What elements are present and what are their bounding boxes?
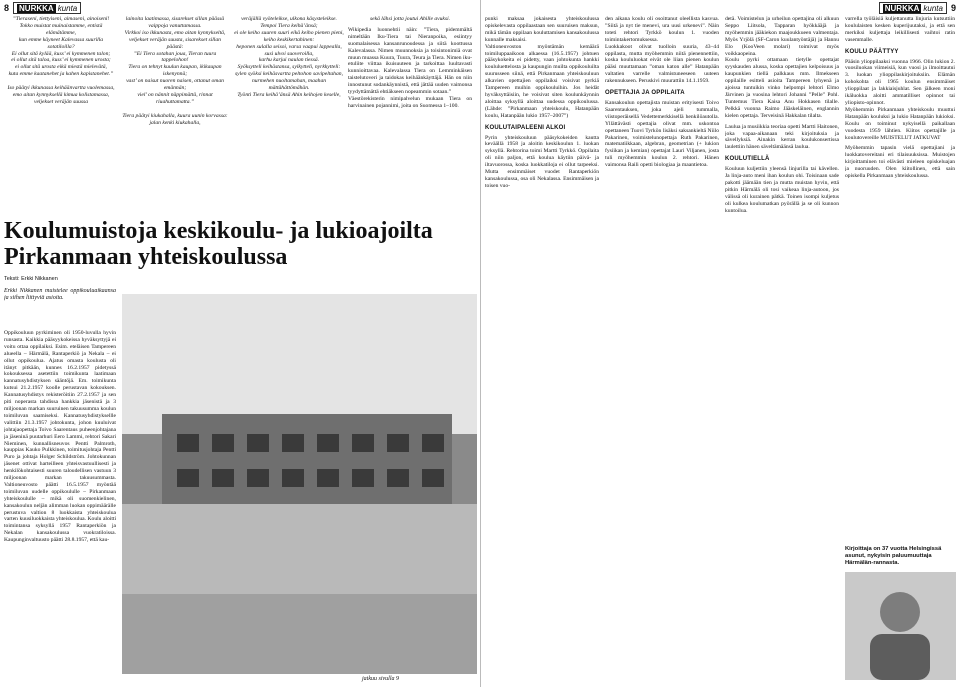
article-title: Koulumuistoja keskikoulu- ja lukioajoilta Pirkanmaan yhteiskoulussa	[4, 218, 433, 270]
section-heading-koulutiella: KOULUTIELLÄ	[725, 156, 770, 163]
nurkkakunta-logo	[13, 2, 81, 14]
body-text-11: Myöhemmin tapasin vielä opettajiani ja luokkatovereitani eri tilaisuuksissa. Muistojen kirjoittaminen toi elävästi mieleen opiskeluajan ja nuoruuden. Olen kiitollinen, että sain opiskella Pirkanmaan yhteiskoulussa.	[845, 145, 955, 180]
poem-column-1: ”Tieraseni, tiettyiseni, aimaseni, ainoiseni! Tokko muistat muinaistamme, entistä elämätämme, kun emme käyneet Kalevassa suurilla sotatiloilla? Ei ollut sitä kylää, kuss’ ei kymmenen talon; ei ollut sitä taloa, kuss’ ei kymmenen urosta; ei ollut sitä urosta eikä miestä mielevätä, kuta emme kaatanehet ja kahen kapistanehet.” Iso päätyi ikkunassa keihäänvartta vuolemassa, emo aitan kynnyksellä kimua kolistamassa, veljekset veräjän suussa	[7, 16, 115, 105]
body-text-10: Pääsin ylioppilaaksi vuonna 1966. Olin lukion 2. vuosiluokan viimeisiä, kun vuosi ja ilmoittautui 3. luokan ylioppilaskirjoituksiin. Elämän kohokohta oli 1965 koulun ensimmäiset ylioppilaat ja lakkiaisjuhlat. Sen jälkeen moni ikäluokka aloitti ammatilliset opinnot tai yliopisto-opinnot. Myöhemmin Pirkanmaan yhteiskoulu muuttui Hatanpään kouluksi ja lukio Hatanpään lukioksi. Koulu on toiminut nykyisellä paikallaan vuodesta 1959 lähtien. Kiitos opettajille ja koulutovereille MUISTELUT JATKUVAT	[845, 58, 955, 141]
page-number: 8	[4, 3, 10, 13]
logo-tag: NURKKA	[19, 3, 54, 13]
section-heading-paattyy: KOULU PÄÄTTYY	[845, 48, 899, 55]
body-text-9: varrella työläisiä kuljettanutta linjuria kutsuttiin koululaisten kesken kuperijuutaksi, ja että sen merkiksi kuljettaja leikillisesti vaihtoi ratin vasemmalle.	[845, 16, 955, 43]
body-text-2: punki maksaa jokaisesta yhteiskoulussa opiskelevasta oppilaastaan sen suuruisen maksun, mikä tämän oppilaan kouluttamisen kansakoulussa kunnalle maksaisi. Valtioneuvoston myöntämän kemäärä toimiluppaaikoon alkaessa (16.5.1957) johtuen pääsykokeita ei pidetty, vaan johtokunta hankki koululuettelosta ja kaupungin muilta oppikouluilta suurusseen siinä, että Pirkanmaan yhteiskouluun alkavien opettajien oppilaiksi voisivat pyrkiä Tampereen muihin oppikouluihin. Jos heidät hyväksyttäisiin, he voisivat siten koulunkäynnin aloittaa syksyllä aloittaa uudessa oppikoulussa. (Lähde: ”Pirkanmaan yhteiskoulu, Hatanpään koulu, Hatanpään lukio 1957–2007”)	[485, 16, 599, 119]
photo-caption: Kirjoittaja on 37 vuotta Helsingissä asunut, nykyisin paluumuuttaja Härmälän-rannasta.	[845, 546, 942, 566]
body-column-5	[845, 16, 955, 540]
body-text-7: Laulua ja musiikkia teoriaa opetti Martti Haitonen, joka vapaa-aikanaan teki kirjoituksia ja sävellyksiä. Ainakin kerran koulukonsertissa laulettiin hänen säveltämäänsä laulua.	[725, 123, 839, 151]
logo-word: kunta	[57, 3, 78, 13]
logo-tag: NURKKA	[884, 3, 920, 13]
logo-word: kunta	[923, 3, 943, 13]
page-number: 9	[950, 3, 956, 13]
body-column-2	[485, 16, 599, 676]
left-page-header	[4, 2, 81, 14]
nurkkakunta-logo	[879, 2, 947, 14]
body-text-5: Kansakoulun opettajista muistan erityisesti Toivo Saarentauksen, joka ajeli tummalla, viistoperäisellä Vedettemerkkisellä henkilöautolla. Yllättävästi opettajia olivat mm. uskontoa opettaneen Tuovi Tyrkön lisäksi saksankieltä Niilo Pakarinen, voimistelunopettaja Ruth Pakarinen, matematiikkaan, algebran, geometrian (+ lukion fysiikan ja kemian) opettajat Lauri Viljanen, josta tuli myöhemmin koulun 2. rehtori. Hänen vaimonsa Raili opetti biologiaa ja maantietoa.	[605, 99, 719, 169]
right-page	[480, 0, 959, 687]
author-photo-illustration	[845, 572, 956, 680]
intro-text: Erkki Nikkanen muistelee oppikouluaikaansa ja siihen liittyviä asioita.	[4, 288, 116, 301]
author-photo	[845, 572, 956, 680]
body-column-4	[725, 16, 839, 676]
poem-column-2: lainoita laatimassa, sisarekset sillan päässä vaippoja vanuttamassa. Virkkoi iso ikkunasta, emo aitan kynnykseltä, veljekset veräjän suusta, sisarekset sillan päästä: ”Ei Tiera sotahan joua, Tieran tuura tappelohon! Tiera on tehnyt kuulun kaupan, ikikaupan iskenynnä; vast’ on naisut nuoren naisen, ottanut oman emännän; viel’ on nännit näppimättä, rinnat riuahuttamatta.” Tiera päätyi kiukahalla, kuura uunin korvassa: jalan kenki kiukahalla,	[122, 16, 228, 126]
poem-column-3: veräjällä vyöteleikse, ulkona käsysteleikse. Tempoi Tiera keihä’änsä; ei ole keiho suuren suuri eikä keiho pienen pieni, keiho keskikertahinen: heponen sulalla seisoi, varsa vaapui lappealla, susi ulvoi suoveroilla, karhu karjui naulan tiessä. Syöksytteli keihästansa, sylkytteli, nyrkkytteli: sylen syöksi keihäsvartta peltohon savipeltahan, nurmehen nuoltamahan, maahan mättähättömähän. Työnti Tiera keihä’änsä Ahin keihojen keselle,	[234, 16, 344, 98]
body-column-3	[605, 16, 719, 676]
body-text-8: Kouluun kuljettiin yleensä linjurilla tai kävellen. Ja linja-auto meni ihan koulun ohi. Toisinaan sade pakotti jäämään tien ja mutta muistan hyvin, että pitkin Härmälä oli tosi vaikeaa linja-autoon, jos välissä oli kurainen pätkä. Toinen isompi kuljetus oli kulkea koulumatkan pyörällä ja se oli kunnon kuntoilua.	[725, 166, 839, 214]
section-heading-opettajia: OPETTAJIA JA OPPILAITA	[605, 90, 685, 97]
body-text-6: detä. Voimistelun ja urheilun opettajina oli alkuun Seppo Liitsola, Tapparan hyökkääjä ja myöhemmin jääkiekon maajoukkueen valmentaja. Myös Yrjölä (SF-Caron kuulantyöntäjä) ja Hannu Elo (KooVeen molari) toimivat myös voikkaopeina. Koulu pyrki ottamaan tietylle opettajat syyskauden alussa, koska opettajien kelpoisuus ja kaupunkien tiellä palkkaus mm. Ilmekseen oppilaille esitteli asioita Tampereen lyhyenä ja ajoissa tuntuikin vinko helpompi lehtori Elmo Järvinen ja vuosina lehtori Johanni ”Pelle” Pohl. Tuntemus Tiera Kaisa Anu Hokkasen tilalle. Pelkkä vuonna Raimo Jääskeläinen, englannin kielen opettaja. Terveisinä Hakkalan tilalta.	[725, 16, 839, 119]
poem-ending: sekä lähsi jotta joutui Ahille avuksi.	[369, 16, 451, 22]
body-text-4: den aikana koulu oli osoittanut oleellista kasvua. ”Siitä ja nyt tie menevi, ura uusi urkenevi”. Näin toteti rehtori Tyrkkö koulun 1. vuoden toimintakertomuksessa. Luokkakoot olivat tuolloin suuria, 43–44 oppilasta, mutta myöhemmin niitä pienennettiin, koska koululuokat eivät ole liian pienen koulun pääsi muuttamaan ”oman katon alle” Hatanpään valtatien varrelle valmistuneeseen uuteen rakennukseen. Peruskivi muurattiin 14.1.1959.	[605, 16, 719, 85]
school-photo-illustration	[122, 294, 477, 674]
wikipedia-column	[348, 16, 472, 212]
school-building-photo	[122, 294, 477, 674]
body-text-3: Pyrin yhteiskouluun pääsykokeiden kautta keväällä 1958 ja aloitin keskikoulun 1. luokan syksyllä. Rehtorina toimi Martti Tyrkkö. Oppilaita oli niin paljon, että koulua käytiin päivä- ja iltavuorossa, koska luokkatiloja ei ollut tarpeeksi. Mutta ensimmäiset vuodet Rantaperkiön kansakoulussa, osa oli Nekalassa. Ensimmäisen ja toisen vuo-	[485, 134, 599, 189]
body-column-1: Oppikouluun pyrkiminen oli 1950-luvulla hyvin runsasta. Kaikkia pääsyykokeissa hyväksyttyjä ei voitu ottaa oppilaiksi. Esim. eteläisen Tampereen alueella – Härmälä, Rantaperkiö ja Nekala – ei ollut oppikoulua. Ajatus omasta koulusta oli itänyt pitkään, kunnes 16.2.1957 pidetyssä kokouksessa asetettiin toimikunta laatimaan kannatusyhdistyksen sääntöjä. Em. toimikunta kutsui 21.2.1957 koolle perustavan kokouksen. Kannatusyhdistys rekisteröitiin 27.2.1957 ja sen piti noperasta tahdissa hankkia jäsenistä ja 3 miljoonan markan suuruinen takuusumma koulun toimiluvan saamiseksi. Kannatusyhdistyksellle valittiin 21.3.1957 johtokunta, johon kuuluivat johtajaopettaja Toivo Saarentaus puheenjohtajana ja jäseninä puutarhuri Eero Lammi, rehtori Sakari Nieminen, kunnallisneuvos Pentti Palmroth, kauppias Kauko Pulkkinen, toimitusjohtaja Pentti Puro ja johtaja Holger Schildström. Johtokunnan jäsenet ottivat harteilleen yhteisvastuullisesti ja henkilökohtaisesti suuren taloudellisen vastuun 3 miljoonan markan takuusummasta. Valtioneuvosto päätti 16.5.1957 myöntää toimiluvan uudelle oppikoululle – Pirkanmaan yhteiskoululle – mikä oli suomenkielinen, kansakoulun neljän alimman luokan oppimäärälle perustuva valtion 8 luokkaista yhteiskoulua varten kuusiluokkaista yhteiskoulua. Koulu aloitti toimintansa syksyllä 1957 Rantaperkiön ja Nekalan kansakoulussa vuokratiloissa. Kaupunginvaltuusto päätti 28.8.1957, että kau-	[4, 330, 116, 544]
wikipedia-text: Wikipedia luonnehtii näin: ”Tiera, pidemmältä nimeltään Iku-Tiera tai Nieranpoika, esiintyy suomalaisessa kansanrunoudessa ja siitä koottussa Kalevalassa. Nimen muunnoksia ja toisintonimiä ovat muun muassa Kuura, Tuura, Teura ja Tiera. Nimen iku-etuliite viittaa ikuisuuteen ja tarkoittaa luultavasti kunnioittavaa. Kalevalassa Tiera on Lemminkäisen taistelutoveri ja taidokas keihäänkäyttäjä. Hän on niin innostunut sodankäynnistä, että jättää uuden vaimonsa tyydyttämättä ehtiäkseen nopeammin sotaan.” Väestörekisterin nimipalvelun mukaan Tiera on harvinainen pojannimi, joita on Suomessa 1–100.	[348, 26, 472, 109]
right-page-header	[879, 2, 956, 14]
byline: Teksti: Erkki Nikkanen	[4, 276, 58, 282]
section-heading-koulutaival: KOULUTAIPALEENI ALKOI	[485, 124, 566, 131]
continued-note: jatkuu sivulla 9	[362, 676, 399, 682]
